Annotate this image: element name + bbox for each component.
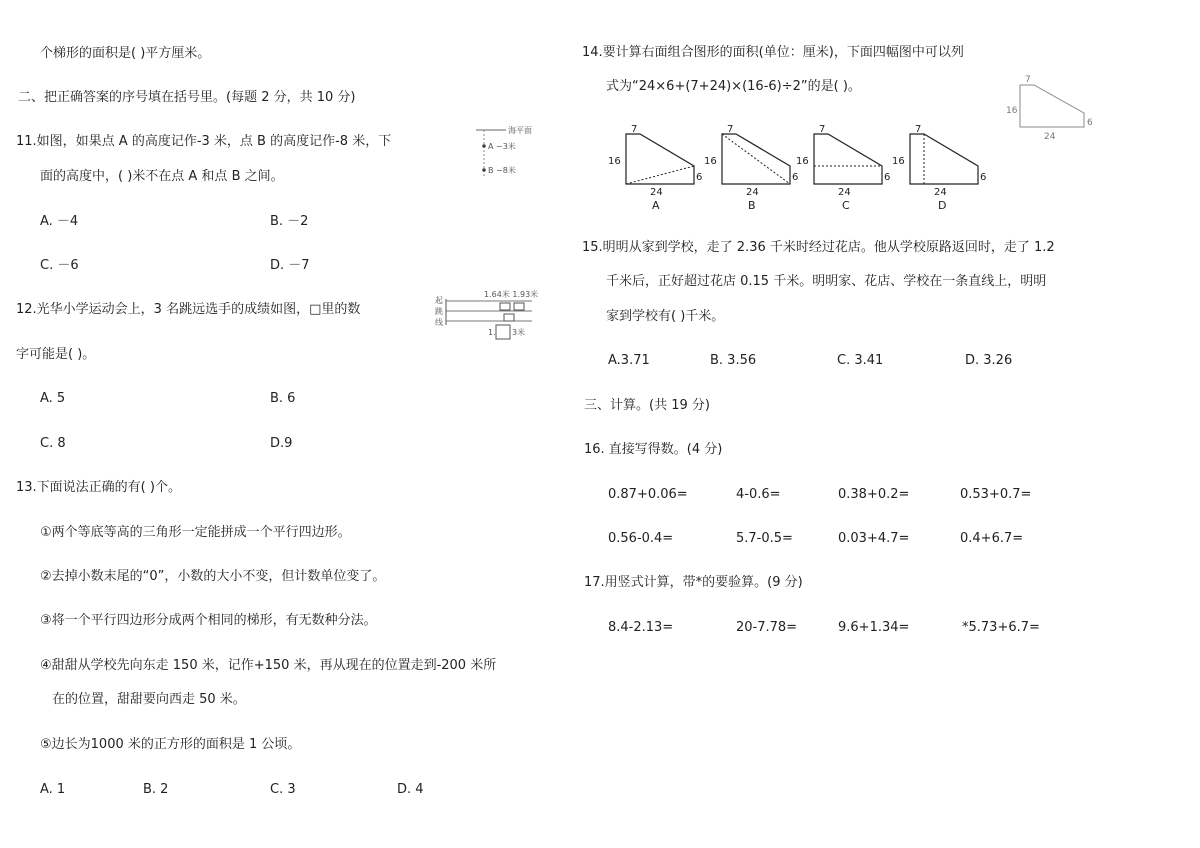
start-line-label-2: 跳 — [435, 307, 443, 316]
q15-option-a: A.3.71 — [608, 353, 650, 368]
start-line-label-3: 线 — [435, 318, 443, 327]
start-line-label-1: 起 — [435, 296, 443, 305]
figure-a-shape — [626, 134, 694, 184]
q11-option-b: B. －2 — [270, 214, 309, 229]
figure-b-label: B — [748, 199, 756, 212]
q16-item: 0.53+0.7= — [960, 487, 1032, 502]
point-b-label: B −8米 — [488, 166, 516, 175]
dim-top: 7 — [631, 124, 638, 135]
section2-title: 二、把正确答案的序号填在括号里。(每题 2 分，共 10 分) — [18, 90, 356, 105]
ref-dim-right: 6 — [1087, 118, 1093, 128]
q11-line1: 11.如图，如果点 A 的高度记作-3 米，点 B 的高度记作-8 米，下 — [16, 134, 392, 149]
point-a — [482, 144, 486, 148]
q11-option-a: A. －4 — [40, 214, 79, 229]
dim-left: 16 — [892, 156, 905, 167]
footprint-icon — [500, 303, 510, 310]
dim-bottom: 24 — [746, 187, 759, 198]
q12-line2: 字可能是( )。 — [16, 347, 96, 362]
point-a-label: A −3米 — [488, 142, 516, 151]
q13-statement-2: ②去掉小数末尾的“0”，小数的大小不变，但计数单位变了。 — [40, 569, 386, 584]
q13-statement-3: ③将一个平行四边形分成两个相同的梯形，有无数种分法。 — [40, 613, 377, 628]
q14-reference-figure — [1000, 73, 1100, 147]
q15-line3: 家到学校有( )千米。 — [606, 309, 725, 324]
q17-item: *5.73+6.7= — [962, 620, 1040, 635]
q17-item: 20-7.78= — [736, 620, 798, 635]
q11-height-figure — [470, 122, 550, 184]
footprint-icon — [504, 314, 514, 321]
box-prefix: 1. — [488, 328, 496, 337]
q14-figure-a — [604, 122, 704, 214]
q15-option-c: C. 3.41 — [837, 353, 884, 368]
q14-figure-d — [892, 122, 992, 214]
ref-dim-left: 16 — [1006, 106, 1018, 116]
q11-line2: 面的高度中，( )米不在点 A 和点 B 之间。 — [40, 169, 284, 184]
box-suffix: 3米 — [512, 328, 526, 337]
q14-line1: 14.要计算右面组合图形的面积(单位：厘米)，下面四幅图中可以列 — [582, 45, 964, 60]
q14-figure-b — [700, 122, 800, 214]
q16-item: 0.03+4.7= — [838, 531, 910, 546]
q16-item: 4-0.6= — [736, 487, 781, 502]
dim-top: 7 — [727, 124, 734, 135]
digit-box — [496, 325, 510, 339]
q16-stem: 16. 直接写得数。(4 分) — [584, 442, 723, 457]
q12-line1: 12.光华小学运动会上，3 名跳远选手的成绩如图，□里的数 — [16, 302, 361, 317]
dim-right: 6 — [696, 172, 703, 183]
dim-bottom: 24 — [934, 187, 947, 198]
q12-option-a: A. 5 — [40, 391, 66, 406]
q16-item: 5.7-0.5= — [736, 531, 793, 546]
q17-item: 8.4-2.13= — [608, 620, 674, 635]
q14-line2: 式为“24×6+(7+24)×(16-6)÷2”的是( )。 — [606, 79, 861, 94]
figure-a-dashed-line — [626, 166, 694, 184]
q13-option-c: C. 3 — [270, 782, 296, 797]
dim-right: 6 — [792, 172, 799, 183]
q16-item: 0.56-0.4= — [608, 531, 674, 546]
q13-option-b: B. 2 — [143, 782, 169, 797]
q13-statement-5: ⑤边长为1000 米的正方形的面积是 1 公顷。 — [40, 737, 301, 752]
q15-line2: 千米后，正好超过花店 0.15 千米。明明家、花店、学校在一条直线上，明明 — [606, 274, 1047, 289]
point-b — [482, 168, 486, 172]
sea-level-label: 海平面 — [508, 126, 532, 135]
q13-option-a: A. 1 — [40, 782, 66, 797]
ref-dim-top: 7 — [1025, 75, 1031, 85]
q12-option-b: B. 6 — [270, 391, 296, 406]
q11-option-d: D. －7 — [270, 258, 310, 273]
dim-left: 16 — [796, 156, 809, 167]
dim-bottom: 24 — [650, 187, 663, 198]
q17-stem: 17.用竖式计算，带*的要验算。(9 分) — [584, 575, 803, 590]
figure-d-label: D — [938, 199, 947, 212]
q12-option-d: D.9 — [270, 436, 293, 451]
q16-item: 0.87+0.06= — [608, 487, 688, 502]
dim-right: 6 — [884, 172, 891, 183]
figure-d-shape — [910, 134, 978, 184]
figure-c-label: C — [842, 199, 850, 212]
q13-statement-4b: 在的位置，甜甜要向西走 50 米。 — [52, 692, 246, 707]
dim-top: 7 — [819, 124, 826, 135]
q13-stem: 13.下面说法正确的有( )个。 — [16, 480, 181, 495]
q13-statement-1: ①两个等底等高的三角形一定能拼成一个平行四边形。 — [40, 525, 351, 540]
q12-option-c: C. 8 — [40, 436, 66, 451]
figure-a-label: A — [652, 199, 660, 212]
q13-option-d: D. 4 — [397, 782, 424, 797]
dim-right: 6 — [980, 172, 987, 183]
q17-item: 9.6+1.34= — [838, 620, 910, 635]
figure-b-dashed-line — [722, 134, 790, 184]
section3-title: 三、计算。(共 19 分) — [584, 398, 710, 413]
q12-jump-figure — [432, 287, 542, 345]
reference-trapezoid — [1020, 85, 1084, 127]
footprint-icon — [514, 303, 524, 310]
q15-option-d: D. 3.26 — [965, 353, 1013, 368]
q14-figure-c — [796, 122, 896, 214]
q13-statement-4a: ④甜甜从学校先向东走 150 米，记作+150 米，再从现在的位置走到-200 米所 — [40, 658, 497, 673]
q15-line1: 15.明明从家到学校，走了 2.36 千米时经过花店。他从学校原路返回时，走了 1.2 — [582, 240, 1055, 255]
jump-top-marks: 1.64米 1.93米 — [484, 290, 539, 299]
top-line: 个梯形的面积是( )平方厘米。 — [40, 46, 211, 61]
dim-bottom: 24 — [838, 187, 851, 198]
q16-item: 0.4+6.7= — [960, 531, 1024, 546]
ref-dim-bottom: 24 — [1044, 132, 1056, 142]
dim-left: 16 — [608, 156, 621, 167]
dim-left: 16 — [704, 156, 717, 167]
q16-item: 0.38+0.2= — [838, 487, 910, 502]
q15-option-b: B. 3.56 — [710, 353, 757, 368]
dim-top: 7 — [915, 124, 922, 135]
q11-option-c: C. －6 — [40, 258, 79, 273]
figure-c-shape — [814, 134, 882, 184]
